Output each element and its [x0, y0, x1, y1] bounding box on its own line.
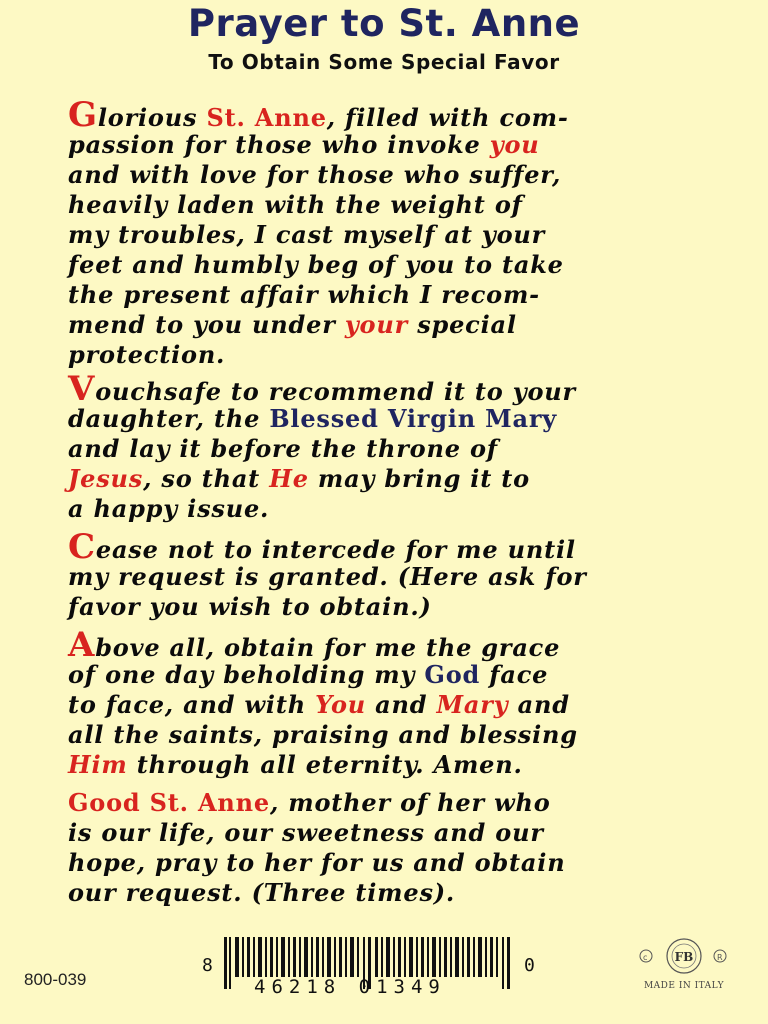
text-line: and lay it before the throne of — [68, 434, 498, 463]
highlight-mary: Mary — [436, 690, 509, 719]
highlight-you: you — [489, 130, 540, 159]
text-run: ouchsafe to recommend it to your — [95, 377, 577, 406]
product-code: 800-039 — [24, 970, 87, 989]
highlight-jesus: Jesus — [68, 464, 144, 493]
highlight-you-capital: You — [315, 690, 367, 719]
prayer-paragraph-5 — [68, 788, 565, 908]
highlight-god: God — [424, 660, 481, 689]
text-line: our request. (Three times). — [68, 878, 456, 907]
text-line: my request is granted. (Here ask for — [68, 562, 587, 591]
text-run: , filled with com- — [326, 103, 569, 132]
text-line — [68, 527, 587, 567]
text-run: , mother of her who — [269, 788, 551, 817]
text-run: passion for those who invoke — [68, 130, 490, 159]
text-run: and — [508, 690, 570, 719]
text-run: face — [480, 660, 549, 689]
text-line: and with love for those who suffer, — [68, 160, 562, 189]
text-run: bove all, obtain for me the grace — [95, 633, 561, 662]
text-line — [68, 660, 578, 690]
text-line — [68, 625, 578, 665]
prayer-paragraph-3 — [68, 527, 587, 622]
text-line: feet and humbly beg of you to take — [68, 250, 564, 279]
highlight-your: your — [344, 310, 409, 339]
text-run: lorious — [97, 103, 207, 132]
highlight-he: He — [269, 464, 309, 493]
text-run: and — [366, 690, 437, 719]
barcode-lead-digit: 8 — [202, 955, 213, 976]
text-line — [68, 130, 569, 160]
prayer-paragraph-1 — [68, 95, 569, 370]
text-line: is our life, our sweetness and our — [68, 818, 544, 847]
seal-letters: FB — [674, 950, 694, 964]
text-run: ease not to intercede for me until — [95, 535, 576, 564]
text-line: my troubles, I cast myself at your — [68, 220, 546, 249]
svg-text:c: c — [643, 953, 648, 962]
text-run: daughter, the — [68, 404, 270, 433]
made-in-italy-label: MADE IN ITALY — [643, 981, 725, 991]
text-line — [68, 788, 565, 818]
drop-cap: A — [68, 625, 96, 665]
text-run: of one day beholding my — [68, 660, 425, 689]
text-run: through all eternity. Amen. — [127, 750, 523, 779]
prayer-paragraph-2 — [68, 369, 577, 524]
text-run: , so that — [143, 464, 270, 493]
text-line — [68, 690, 578, 720]
drop-cap: G — [68, 95, 98, 135]
drop-cap: C — [68, 527, 96, 567]
drop-cap: V — [68, 369, 96, 409]
text-line — [68, 310, 569, 340]
page-title: Prayer to St. Anne — [187, 2, 581, 45]
text-line: heavily laden with the weight of — [68, 190, 523, 219]
highlight-blessed-virgin-mary: Blessed Virgin Mary — [269, 404, 558, 433]
barcode — [200, 935, 570, 995]
page-subtitle: To Obtain Some Special Favor — [208, 50, 560, 74]
highlight-st-anne: St. Anne — [206, 103, 327, 132]
text-line — [68, 464, 576, 494]
text-line: protection. — [68, 340, 226, 369]
highlight-good-st-anne: Good St. Anne — [68, 788, 270, 817]
svg-text:R: R — [717, 953, 723, 962]
barcode-digits: 46218 01349 — [254, 976, 446, 995]
text-line — [68, 404, 576, 434]
text-run: to face, and with — [68, 690, 316, 719]
text-run: mend to you under — [68, 310, 345, 339]
text-line — [68, 369, 577, 409]
text-line: the present affair which I recom- — [68, 280, 540, 309]
text-line — [68, 750, 578, 780]
text-line: hope, pray to her for us and obtain — [68, 848, 566, 877]
prayer-paragraph-4 — [68, 625, 578, 780]
publisher-seal — [634, 934, 734, 994]
text-line: all the saints, praising and blessing — [68, 720, 578, 749]
text-line: favor you wish to obtain.) — [68, 592, 432, 621]
text-line — [68, 95, 569, 135]
barcode-trail-digit: 0 — [524, 955, 535, 976]
text-line: a happy issue. — [68, 494, 270, 523]
text-run: special — [408, 310, 517, 339]
text-run: may bring it to — [308, 464, 530, 493]
highlight-him: Him — [68, 750, 128, 779]
